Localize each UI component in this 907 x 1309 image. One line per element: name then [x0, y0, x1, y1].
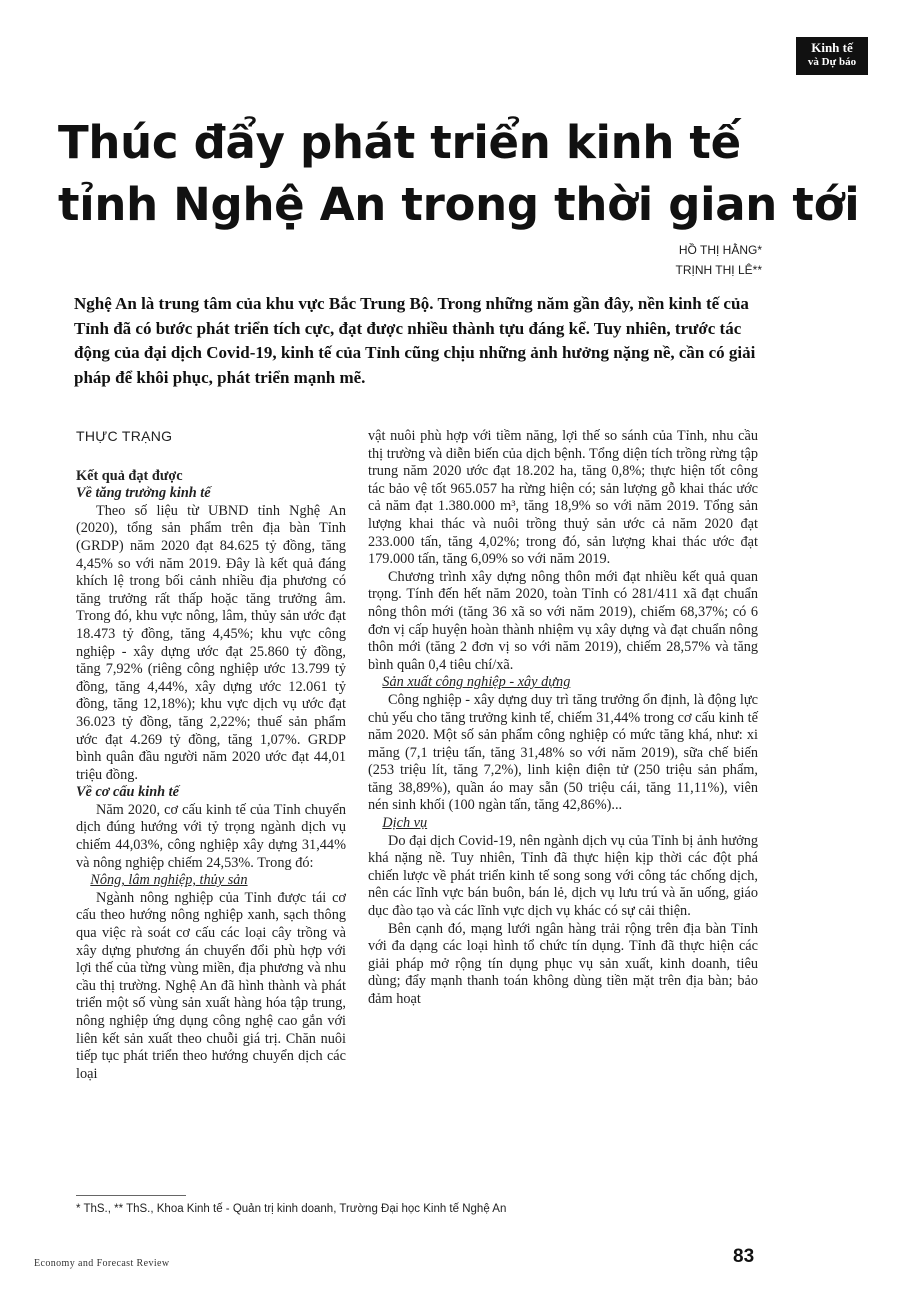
industry-paragraph: Công nghiệp - xây dựng duy trì tăng trưởng ổn định, là động lực chủ yếu cho tăng trưởng kinh tế, chiếm 31,44% trong cơ cấu kinh tế năm 2020. Một số sản phẩm công nghiệp có mức tăng khá, như: xi măng (7,1 triệu tấn, tăng 31,48% so với năm 2019), sữa chế biến (253 triệu lít, tăng 7,2%), linh kiện điện tử (250 triệu sản phẩm, tăng 38,89%), quần áo may sẵn (50 triệu cái, tăng 11,11%), viên nén sinh khối (100 ngàn tấn, tăng 42,86%)... — [368, 691, 758, 814]
author-2: TRỊNH THỊ LÊ** — [675, 263, 762, 277]
section-heading: THỰC TRẠNG — [76, 428, 173, 444]
agriculture-continued-paragraph: vật nuôi phù hợp với tiềm năng, lợi thế so sánh của Tỉnh, nhu cầu thị trường và diễn biến của dịch bệnh. Tổng diện tích trồng rừng tập trung năm 2020 ước đạt 18.202 ha, tăng 0,8%; thực hiện tốt công tác bảo vệ tốt 965.057 ha rừng hiện có; sản lượng gỗ khai thác ước cả năm đạt 1.380.000 m³, tăng 18,9% so với năm 2019. Tổng sản lượng khai thác và nuôi trồng thuỷ sản ước cả năm 2020 đạt 233.000 tấn, tăng 4,02%; trong đó, sản lượng khai thác ước đạt 179.000 tấn, tăng 6,09% so với năm 2019. — [368, 428, 758, 568]
journal-name: Economy and Forecast Review — [34, 1258, 170, 1269]
growth-paragraph: Theo số liệu từ UBND tỉnh Nghệ An (2020), tổng sản phẩm trên địa bàn Tỉnh (GRDP) năm 2020 đạt 84.625 tỷ đồng, tăng 4,45% so với năm 2019. Đây là kết quả đáng khích lệ trong bối cảnh nhiều địa phương có tăng trưởng rất thấp hoặc tăng trưởng âm. Trong đó, khu vực nông, lâm, thủy sản ước đạt 18.473 tỷ đồng, tăng 4,45%; khu vực công nghiệp - xây dựng ước đạt 25.860 tỷ đồng, tăng 7,92% (riêng công nghiệp ước 13.799 tỷ đồng, tăng 4,44%, xây dựng ước 12.061 tỷ đồng, tăng 12,18%); khu vực dịch vụ ước đạt 36.023 tỷ đồng, tăng 2,22%; thuế sản phẩm ước đạt 4.269 tỷ đồng, tăng 1,07%. GRDP bình quân đầu người năm 2020 ước đạt 44,01 triệu đồng. — [76, 502, 346, 783]
lead-paragraph: Nghệ An là trung tâm của khu vực Bắc Trung Bộ. Trong những năm gần đây, nền kinh tế của Tỉnh đã có bước phát triển tích cực, đạt được nhiều thành tựu đáng kể. Tuy nhiên, trước tác động của đại dịch Covid-19, kinh tế của Tỉnh cũng chịu những ảnh hưởng nặng nề, cần có giải pháp để khôi phục, phát triển mạnh mẽ. — [74, 294, 756, 387]
badge-line-1: Kinh tế — [811, 40, 853, 55]
service-heading: Dịch vụ — [382, 815, 428, 832]
page-number: 83 — [733, 1246, 755, 1267]
industry-heading: Sản xuất công nghiệp - xây dựng — [382, 674, 571, 691]
title-line-2: tỉnh Nghệ An trong thời gian tới — [58, 178, 860, 231]
footnote-divider — [76, 1195, 186, 1196]
section-badge — [796, 37, 868, 75]
growth-heading: Về tăng trưởng kinh tế — [76, 485, 211, 502]
service-paragraph: Do đại dịch Covid-19, nên ngành dịch vụ của Tỉnh bị ảnh hưởng khá nặng nề. Tuy nhiên, Tỉnh đã thực hiện kịp thời các đột phá chiến lược về phát triển kinh tế song song với công tác chống dịch, nên các lĩnh vực bán buôn, bán lẻ, dịch vụ lưu trú và ăn uống, giáo dục đào tạo và các lĩnh vực dịch vụ khác có sự cải thiện. — [368, 832, 758, 920]
results-heading: Kết quả đạt được — [76, 467, 183, 484]
banking-paragraph: Bên cạnh đó, mạng lưới ngân hàng trải rộng trên địa bàn Tỉnh với đa dạng các loại hình tổ chức tín dụng. Tỉnh đã thực hiện các giải pháp mở rộng tín dụng phục vụ sản xuất, kinh doanh, tiêu dùng; đẩy mạnh thanh toán không dùng tiền mặt trên địa bàn; bảo đảm hoạt — [368, 920, 758, 1007]
title-line-1: Thúc đẩy phát triển kinh tế — [58, 116, 741, 169]
right-column — [368, 428, 758, 1009]
structure-paragraph: Năm 2020, cơ cấu kinh tế của Tỉnh chuyển dịch đúng hướng với tỷ trọng ngành dịch vụ chiếm 44,03%, công nghiệp xây dựng 31,44% và nông nghiệp chiếm 24,53%. Trong đó: — [76, 801, 346, 871]
agriculture-paragraph: Ngành nông nghiệp của Tỉnh được tái cơ cấu theo hướng nông nghiệp xanh, sạch thông qua việc rà soát cơ cấu các loại cây trồng và xây dựng phương án chuyển đổi phù hợp với lợi thế của từng vùng miền, địa phương và nhu cầu thị trường. Nghệ An đã hình thành và phát triển một số vùng sản xuất hàng hóa tập trung, nông nghiệp ứng dụng công nghệ cao gắn với liên kết sản xuất theo chuỗi giá trị. Chăn nuôi tiếp tục phát triển theo hướng chuyển dịch các loại — [76, 889, 346, 1082]
author-1: HỒ THỊ HẰNG* — [678, 243, 762, 257]
structure-heading: Về cơ cấu kinh tế — [76, 784, 179, 801]
article-title — [58, 112, 858, 236]
agriculture-heading: Nông, lâm nghiệp, thủy sản — [90, 872, 248, 889]
authors — [676, 240, 762, 280]
badge-line-2: và Dự báo — [807, 56, 857, 68]
left-column — [76, 428, 346, 1083]
footnote: * ThS., ** ThS., Khoa Kinh tế - Quản trị kinh doanh, Trường Đại học Kinh tế Nghệ An — [76, 1203, 507, 1215]
rural-paragraph: Chương trình xây dựng nông thôn mới đạt nhiều kết quả quan trọng. Tính đến hết năm 2020, toàn Tỉnh có 281/411 xã đạt chuẩn nông thôn mới (tăng 36 xã so với năm 2019), chiếm 68,37%; có 6 đơn vị cấp huyện hoàn thành nhiệm vụ xây dựng và đạt chuẩn nông thôn mới (tăng 2 đơn vị so với năm 2019), chiếm 28,57% và tăng bình quân 0,4 tiêu chí/xã. — [368, 568, 758, 673]
